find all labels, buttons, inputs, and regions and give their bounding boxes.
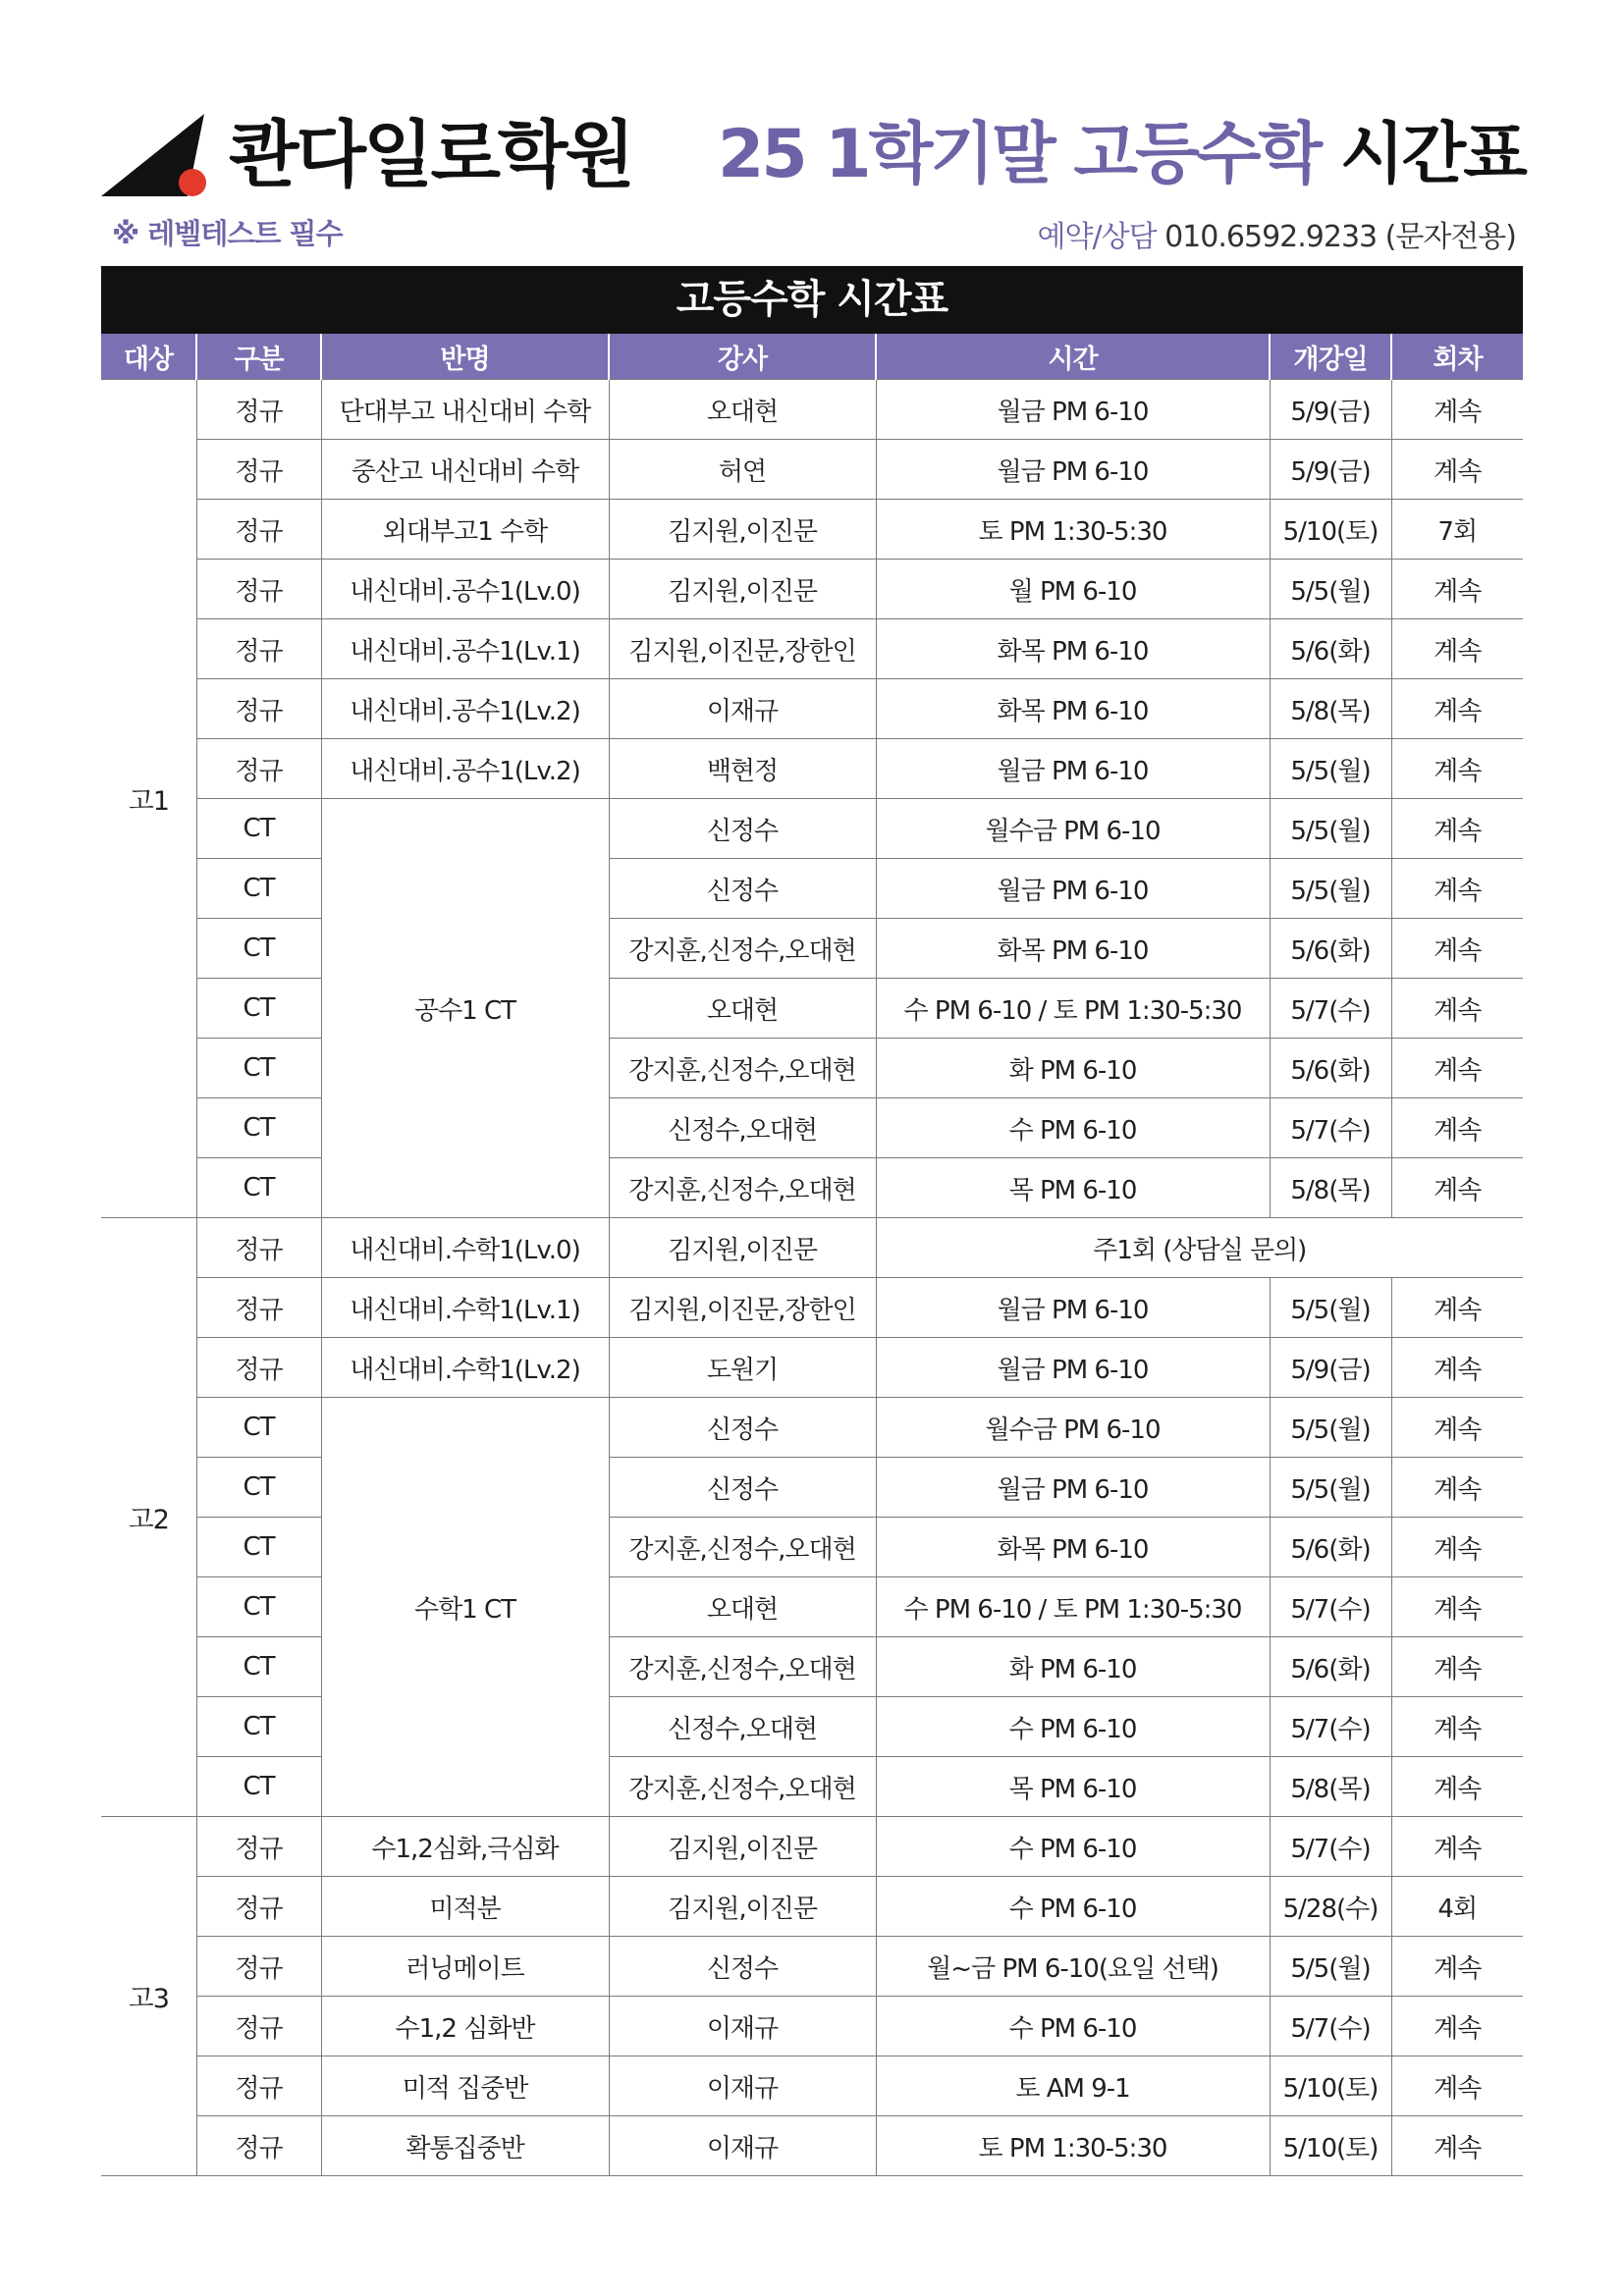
table-body: [101, 380, 1523, 2176]
time-cell: 화목 PM 6-10: [876, 619, 1270, 679]
time-cell: 수 PM 6-10 / 토 PM 1:30-5:30: [876, 979, 1270, 1039]
teacher-cell: 신정수: [609, 799, 876, 859]
sub-header: [112, 212, 1516, 254]
column-header: 대상: [101, 334, 196, 380]
sessions-cell: 계속: [1391, 979, 1523, 1039]
column-header: 개강일: [1270, 334, 1391, 380]
start-date-cell: 5/9(금): [1270, 440, 1391, 500]
teacher-cell: 신정수,오대현: [609, 1098, 876, 1158]
class-type-cell: CT: [196, 919, 321, 979]
class-type-cell: CT: [196, 1458, 321, 1518]
time-cell: 수 PM 6-10 / 토 PM 1:30-5:30: [876, 1577, 1270, 1637]
teacher-cell: 오대현: [609, 1577, 876, 1637]
start-date-cell: 5/7(수): [1270, 1997, 1391, 2056]
start-date-cell: 5/7(수): [1270, 1098, 1391, 1158]
class-name-cell: 미적분: [321, 1877, 609, 1937]
table-row: [101, 500, 1523, 560]
table-row: [101, 1098, 1523, 1158]
table-row: [101, 380, 1523, 440]
class-type-cell: 정규: [196, 1997, 321, 2056]
grade-cell: 고3: [101, 1817, 196, 2176]
table-row: [101, 679, 1523, 739]
page-title: [718, 110, 1525, 200]
class-type-cell: 정규: [196, 380, 321, 440]
start-date-cell: 5/10(토): [1270, 2116, 1391, 2176]
table-row: [101, 1158, 1523, 1218]
start-date-cell: 5/9(금): [1270, 380, 1391, 440]
time-cell: 화목 PM 6-10: [876, 679, 1270, 739]
table-row: [101, 1877, 1523, 1937]
time-cell: 월금 PM 6-10: [876, 1278, 1270, 1338]
table-row: [101, 2116, 1523, 2176]
sessions-cell: 4회: [1391, 1877, 1523, 1937]
start-date-cell: 5/8(목): [1270, 1158, 1391, 1218]
class-type-cell: CT: [196, 1637, 321, 1697]
time-cell: 월금 PM 6-10: [876, 859, 1270, 919]
time-cell: 수 PM 6-10: [876, 1098, 1270, 1158]
table-row: [101, 1577, 1523, 1637]
contact-label: 예약/상담: [1037, 220, 1157, 254]
class-type-cell: 정규: [196, 500, 321, 560]
grade-cell: 고2: [101, 1218, 196, 1817]
class-name-cell: 중산고 내신대비 수학: [321, 440, 609, 500]
time-cell: 토 PM 1:30-5:30: [876, 2116, 1270, 2176]
start-date-cell: 5/6(화): [1270, 619, 1391, 679]
teacher-cell: 김지원,이진문,장한인: [609, 619, 876, 679]
level-test-note: ※ 레벨테스트 필수: [112, 217, 343, 250]
start-date-cell: 5/5(월): [1270, 1937, 1391, 1997]
column-header: 구분: [196, 334, 321, 380]
table-row: [101, 1458, 1523, 1518]
start-date-cell: 5/5(월): [1270, 859, 1391, 919]
title-suffix: 시간표: [1339, 116, 1525, 193]
teacher-cell: 이재규: [609, 2116, 876, 2176]
table-row: [101, 1039, 1523, 1098]
table-row: [101, 1518, 1523, 1577]
sessions-cell: 계속: [1391, 739, 1523, 799]
table-row: [101, 1757, 1523, 1817]
teacher-cell: 강지훈,신정수,오대현: [609, 1637, 876, 1697]
time-cell: 월 PM 6-10: [876, 560, 1270, 619]
class-type-cell: 정규: [196, 1218, 321, 1278]
time-cell: 화목 PM 6-10: [876, 1518, 1270, 1577]
class-type-cell: CT: [196, 1158, 321, 1218]
table-row: [101, 1218, 1523, 1278]
class-name-cell: 내신대비.공수1(Lv.2): [321, 679, 609, 739]
start-date-cell: 5/7(수): [1270, 979, 1391, 1039]
start-date-cell: 5/9(금): [1270, 1338, 1391, 1398]
class-type-cell: CT: [196, 1039, 321, 1098]
class-type-cell: 정규: [196, 2056, 321, 2116]
table-row: [101, 1637, 1523, 1697]
column-header: 반명: [321, 334, 609, 380]
time-cell: 수 PM 6-10: [876, 1997, 1270, 2056]
class-name-cell: 단대부고 내신대비 수학: [321, 380, 609, 440]
class-type-cell: CT: [196, 1757, 321, 1817]
sessions-cell: 계속: [1391, 2056, 1523, 2116]
sessions-cell: 계속: [1391, 1997, 1523, 2056]
table-row: [101, 2056, 1523, 2116]
sessions-cell: 계속: [1391, 440, 1523, 500]
start-date-cell: 5/5(월): [1270, 560, 1391, 619]
class-name-cell: 내신대비.공수1(Lv.0): [321, 560, 609, 619]
sessions-cell: 계속: [1391, 619, 1523, 679]
class-type-cell: 정규: [196, 739, 321, 799]
teacher-cell: 신정수,오대현: [609, 1697, 876, 1757]
sessions-cell: 계속: [1391, 1158, 1523, 1218]
time-cell: 월~금 PM 6-10(요일 선택): [876, 1937, 1270, 1997]
contact-number: 010.6592.9233 (문자전용): [1164, 220, 1516, 254]
class-type-cell: 정규: [196, 679, 321, 739]
column-header: 회차: [1391, 334, 1523, 380]
start-date-cell: 5/8(목): [1270, 679, 1391, 739]
teacher-cell: 신정수: [609, 859, 876, 919]
column-header: 강사: [609, 334, 876, 380]
teacher-cell: 오대현: [609, 380, 876, 440]
class-name-cell: 미적 집중반: [321, 2056, 609, 2116]
start-date-cell: 5/5(월): [1270, 1398, 1391, 1458]
contact-info: [1038, 212, 1516, 255]
class-type-cell: CT: [196, 1577, 321, 1637]
class-name-cell: 내신대비.공수1(Lv.1): [321, 619, 609, 679]
title-term: 25 1학기말 고등수학: [718, 116, 1321, 193]
sessions-cell: 계속: [1391, 799, 1523, 859]
start-date-cell: 5/7(수): [1270, 1697, 1391, 1757]
class-type-cell: 정규: [196, 1937, 321, 1997]
sessions-cell: 계속: [1391, 1398, 1523, 1458]
table-row: [101, 560, 1523, 619]
class-name-cell: 러닝메이트: [321, 1937, 609, 1997]
table-row: [101, 859, 1523, 919]
teacher-cell: 강지훈,신정수,오대현: [609, 1039, 876, 1098]
start-date-cell: 5/28(수): [1270, 1877, 1391, 1937]
teacher-cell: 신정수: [609, 1937, 876, 1997]
teacher-cell: 김지원,이진문: [609, 1817, 876, 1877]
class-type-cell: 정규: [196, 560, 321, 619]
start-date-cell: 5/5(월): [1270, 739, 1391, 799]
teacher-cell: 강지훈,신정수,오대현: [609, 1158, 876, 1218]
class-name-cell: 내신대비.수학1(Lv.2): [321, 1338, 609, 1398]
sessions-cell: 계속: [1391, 1518, 1523, 1577]
class-type-cell: 정규: [196, 1817, 321, 1877]
class-name-cell: 내신대비.수학1(Lv.0): [321, 1218, 609, 1278]
time-cell: 화목 PM 6-10: [876, 919, 1270, 979]
sessions-cell: 계속: [1391, 1697, 1523, 1757]
time-cell: 목 PM 6-10: [876, 1158, 1270, 1218]
class-name-cell: 확통집중반: [321, 2116, 609, 2176]
teacher-cell: 강지훈,신정수,오대현: [609, 919, 876, 979]
teacher-cell: 김지원,이진문,장한인: [609, 1278, 876, 1338]
page-header: [101, 106, 1525, 204]
time-cell: 수 PM 6-10: [876, 1697, 1270, 1757]
time-cell: 수 PM 6-10: [876, 1817, 1270, 1877]
table-row: [101, 1697, 1523, 1757]
sessions-cell: 계속: [1391, 380, 1523, 440]
class-type-cell: 정규: [196, 2116, 321, 2176]
time-cell: 목 PM 6-10: [876, 1757, 1270, 1817]
sessions-cell: 계속: [1391, 1039, 1523, 1098]
sessions-cell: 계속: [1391, 679, 1523, 739]
class-type-cell: CT: [196, 799, 321, 859]
table-title: 고등수학 시간표: [101, 266, 1523, 334]
class-type-cell: CT: [196, 1098, 321, 1158]
class-type-cell: CT: [196, 1398, 321, 1458]
teacher-cell: 김지원,이진문: [609, 1877, 876, 1937]
time-cell: 토 PM 1:30-5:30: [876, 500, 1270, 560]
table-row: [101, 1278, 1523, 1338]
table-row: [101, 979, 1523, 1039]
time-cell: 월수금 PM 6-10: [876, 1398, 1270, 1458]
sessions-cell: 계속: [1391, 560, 1523, 619]
start-date-cell: 5/5(월): [1270, 1458, 1391, 1518]
start-date-cell: 5/5(월): [1270, 799, 1391, 859]
class-name-cell: 수1,2 심화반: [321, 1997, 609, 2056]
table-row: [101, 919, 1523, 979]
class-name-cell: 내신대비.공수1(Lv.2): [321, 739, 609, 799]
table-row: [101, 1398, 1523, 1458]
class-type-cell: CT: [196, 1518, 321, 1577]
start-date-cell: 5/7(수): [1270, 1577, 1391, 1637]
sessions-cell: 계속: [1391, 1577, 1523, 1637]
teacher-cell: 김지원,이진문: [609, 560, 876, 619]
table-row: [101, 1937, 1523, 1997]
start-date-cell: 5/6(화): [1270, 1518, 1391, 1577]
start-date-cell: 5/10(토): [1270, 2056, 1391, 2116]
time-cell: 월금 PM 6-10: [876, 440, 1270, 500]
teacher-cell: 김지원,이진문: [609, 500, 876, 560]
class-name-cell: 수1,2심화,극심화: [321, 1817, 609, 1877]
academy-logo-icon: [101, 114, 219, 198]
time-cell: 월금 PM 6-10: [876, 380, 1270, 440]
start-date-cell: 5/6(화): [1270, 1637, 1391, 1697]
teacher-cell: 신정수: [609, 1398, 876, 1458]
sessions-cell: 계속: [1391, 1278, 1523, 1338]
teacher-cell: 백현정: [609, 739, 876, 799]
time-cell: 월수금 PM 6-10: [876, 799, 1270, 859]
sessions-cell: 계속: [1391, 1458, 1523, 1518]
time-cell: 수 PM 6-10: [876, 1877, 1270, 1937]
teacher-cell: 강지훈,신정수,오대현: [609, 1518, 876, 1577]
time-cell: 화 PM 6-10: [876, 1039, 1270, 1098]
class-type-cell: 정규: [196, 619, 321, 679]
table-row: [101, 739, 1523, 799]
sessions-cell: 계속: [1391, 2116, 1523, 2176]
class-name-cell: 수학1 CT: [321, 1398, 609, 1817]
sessions-cell: 계속: [1391, 1637, 1523, 1697]
teacher-cell: 이재규: [609, 1997, 876, 2056]
sessions-cell: 계속: [1391, 859, 1523, 919]
teacher-cell: 이재규: [609, 679, 876, 739]
teacher-cell: 도원기: [609, 1338, 876, 1398]
sessions-cell: 계속: [1391, 1338, 1523, 1398]
table-row: [101, 799, 1523, 859]
teacher-cell: 허연: [609, 440, 876, 500]
column-header: 시간: [876, 334, 1270, 380]
class-type-cell: CT: [196, 979, 321, 1039]
teacher-cell: 신정수: [609, 1458, 876, 1518]
start-date-cell: 5/6(화): [1270, 919, 1391, 979]
grade-cell: 고1: [101, 380, 196, 1218]
time-cell: 월금 PM 6-10: [876, 1338, 1270, 1398]
time-cell: 월금 PM 6-10: [876, 739, 1270, 799]
teacher-cell: 강지훈,신정수,오대현: [609, 1757, 876, 1817]
table-row: [101, 1817, 1523, 1877]
start-date-cell: 5/10(토): [1270, 500, 1391, 560]
table-row: [101, 1997, 1523, 2056]
sessions-cell: 계속: [1391, 1817, 1523, 1877]
sessions-cell: 계속: [1391, 1937, 1523, 1997]
table-row: [101, 1338, 1523, 1398]
teacher-cell: 이재규: [609, 2056, 876, 2116]
start-date-cell: 5/8(목): [1270, 1757, 1391, 1817]
class-type-cell: CT: [196, 1697, 321, 1757]
sessions-cell: 계속: [1391, 1757, 1523, 1817]
class-type-cell: 정규: [196, 1278, 321, 1338]
table-header-row: [101, 334, 1523, 380]
class-name-cell: 공수1 CT: [321, 799, 609, 1218]
sessions-cell: 계속: [1391, 919, 1523, 979]
class-type-cell: 정규: [196, 440, 321, 500]
sessions-cell: 계속: [1391, 1098, 1523, 1158]
time-cell: 토 AM 9-1: [876, 2056, 1270, 2116]
start-date-cell: 5/6(화): [1270, 1039, 1391, 1098]
schedule-table: [101, 334, 1523, 2176]
class-type-cell: 정규: [196, 1338, 321, 1398]
class-type-cell: CT: [196, 859, 321, 919]
time-cell: 월금 PM 6-10: [876, 1458, 1270, 1518]
class-name-cell: 내신대비.수학1(Lv.1): [321, 1278, 609, 1338]
start-date-cell: 5/5(월): [1270, 1278, 1391, 1338]
table-row: [101, 440, 1523, 500]
sessions-cell: 7회: [1391, 500, 1523, 560]
teacher-cell: 김지원,이진문: [609, 1218, 876, 1278]
table-row: [101, 619, 1523, 679]
class-type-cell: 정규: [196, 1877, 321, 1937]
start-date-cell: 5/7(수): [1270, 1817, 1391, 1877]
class-name-cell: 외대부고1 수학: [321, 500, 609, 560]
schedule-notice-cell: 주1회 (상담실 문의): [876, 1218, 1523, 1278]
teacher-cell: 오대현: [609, 979, 876, 1039]
time-cell: 화 PM 6-10: [876, 1637, 1270, 1697]
academy-name: 콴다일로학원: [229, 113, 632, 197]
